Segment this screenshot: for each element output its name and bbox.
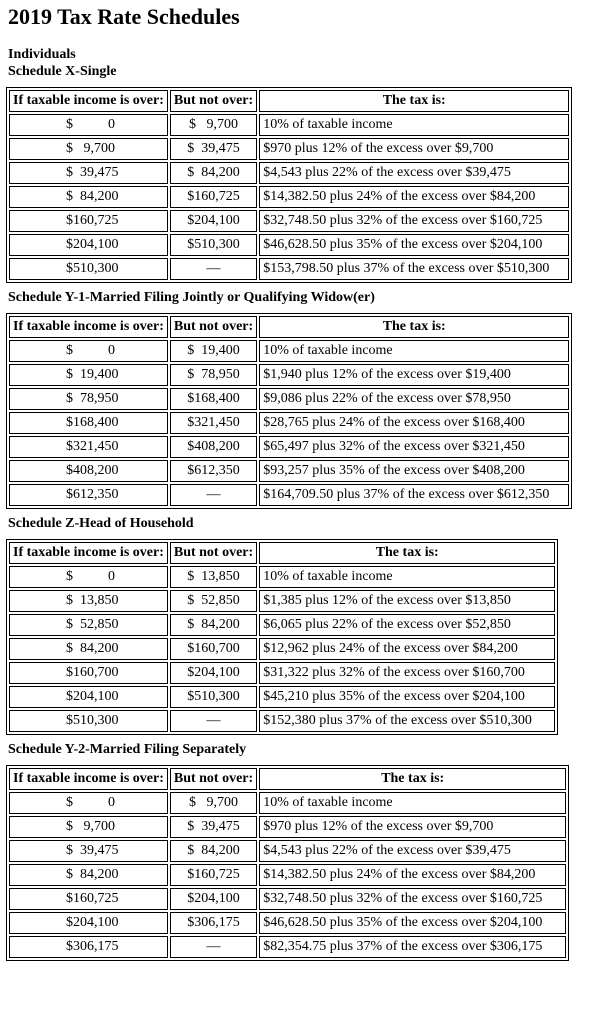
cell-tax: $152,380 plus 37% of the excess over $510,300: [259, 710, 555, 732]
header-tax: The tax is:: [259, 542, 555, 564]
table-row: [9, 340, 569, 362]
cell-not-over: $ 19,400: [170, 340, 257, 362]
cell-tax: 10% of taxable income: [259, 114, 569, 136]
cell-tax: $970 plus 12% of the excess over $9,700: [259, 138, 569, 160]
cell-over: $ 39,475: [9, 840, 168, 862]
cell-not-over: $ 84,200: [170, 162, 257, 184]
table-row: [9, 258, 569, 280]
table-header-row: [9, 768, 566, 790]
cell-over: $160,700: [9, 662, 168, 684]
cell-not-over: —: [170, 258, 257, 280]
cell-over: $ 0: [9, 340, 168, 362]
cell-not-over: $408,200: [170, 436, 257, 458]
schedule-title-y1: Schedule Y-1-Married Filing Jointly or Qualifying Widow(er): [8, 290, 375, 305]
cell-not-over: $ 9,700: [170, 114, 257, 136]
header-not-over: But not over:: [170, 768, 257, 790]
header-not-over: But not over:: [170, 542, 257, 564]
cell-tax: $93,257 plus 35% of the excess over $408,200: [259, 460, 569, 482]
cell-tax: $32,748.50 plus 32% of the excess over $160,725: [259, 210, 569, 232]
table-header-row: [9, 542, 555, 564]
cell-tax: $4,543 plus 22% of the excess over $39,475: [259, 162, 569, 184]
table-row: [9, 162, 569, 184]
cell-not-over: —: [170, 710, 257, 732]
cell-not-over: $204,100: [170, 210, 257, 232]
schedule-title-z: Schedule Z-Head of Household: [8, 516, 194, 531]
cell-tax: $28,765 plus 24% of the excess over $168,400: [259, 412, 569, 434]
cell-over: $ 0: [9, 566, 168, 588]
table-row: [9, 138, 569, 160]
table-row: [9, 210, 569, 232]
cell-not-over: $160,725: [170, 864, 257, 886]
cell-tax: $45,210 plus 35% of the excess over $204,100: [259, 686, 555, 708]
cell-over: $204,100: [9, 234, 168, 256]
table-row: [9, 364, 569, 386]
cell-tax: $164,709.50 plus 37% of the excess over $612,350: [259, 484, 569, 506]
table-row: [9, 638, 555, 660]
section-label-individuals: Individuals: [8, 47, 76, 62]
cell-tax: $1,940 plus 12% of the excess over $19,400: [259, 364, 569, 386]
table-row: [9, 460, 569, 482]
schedule-title-y2: Schedule Y-2-Married Filing Separately: [8, 742, 247, 757]
table-header-row: [9, 90, 569, 112]
cell-over: $160,725: [9, 888, 168, 910]
schedule-y1-table: [6, 313, 572, 509]
table-row: [9, 566, 555, 588]
cell-not-over: $ 39,475: [170, 138, 257, 160]
header-not-over: But not over:: [170, 316, 257, 338]
cell-not-over: $ 39,475: [170, 816, 257, 838]
table-row: [9, 888, 566, 910]
table-row: [9, 114, 569, 136]
table-row: [9, 436, 569, 458]
table-row: [9, 388, 569, 410]
header-not-over: But not over:: [170, 90, 257, 112]
cell-over: $ 0: [9, 792, 168, 814]
cell-over: $204,100: [9, 686, 168, 708]
table-row: [9, 186, 569, 208]
cell-tax: 10% of taxable income: [259, 566, 555, 588]
schedule-x-block: [8, 87, 605, 283]
cell-not-over: —: [170, 484, 257, 506]
cell-not-over: $160,725: [170, 186, 257, 208]
cell-tax: $46,628.50 plus 35% of the excess over $204,100: [259, 912, 566, 934]
header-over: If taxable income is over:: [9, 542, 168, 564]
cell-over: $408,200: [9, 460, 168, 482]
cell-over: $ 13,850: [9, 590, 168, 612]
table-row: [9, 614, 555, 636]
cell-not-over: $ 52,850: [170, 590, 257, 612]
schedule-z-table: [6, 539, 558, 735]
cell-over: $ 52,850: [9, 614, 168, 636]
cell-tax: $4,543 plus 22% of the excess over $39,475: [259, 840, 566, 862]
table-row: [9, 710, 555, 732]
header-tax: The tax is:: [259, 90, 569, 112]
table-row: [9, 412, 569, 434]
table-row: [9, 234, 569, 256]
cell-not-over: $321,450: [170, 412, 257, 434]
cell-tax: 10% of taxable income: [259, 340, 569, 362]
cell-tax: $82,354.75 plus 37% of the excess over $306,175: [259, 936, 566, 958]
page-title: 2019 Tax Rate Schedules: [8, 4, 240, 29]
cell-over: $ 19,400: [9, 364, 168, 386]
table-row: [9, 484, 569, 506]
cell-not-over: $204,100: [170, 662, 257, 684]
table-row: [9, 686, 555, 708]
cell-tax: $1,385 plus 12% of the excess over $13,850: [259, 590, 555, 612]
schedule-y2-block: [8, 765, 605, 961]
table-row: [9, 936, 566, 958]
cell-over: $612,350: [9, 484, 168, 506]
cell-tax: 10% of taxable income: [259, 792, 566, 814]
cell-over: $306,175: [9, 936, 168, 958]
cell-over: $321,450: [9, 436, 168, 458]
cell-over: $ 84,200: [9, 864, 168, 886]
cell-tax: $153,798.50 plus 37% of the excess over $510,300: [259, 258, 569, 280]
table-row: [9, 662, 555, 684]
cell-not-over: $612,350: [170, 460, 257, 482]
table-row: [9, 590, 555, 612]
cell-not-over: $160,700: [170, 638, 257, 660]
cell-over: $ 9,700: [9, 816, 168, 838]
cell-tax: $14,382.50 plus 24% of the excess over $84,200: [259, 864, 566, 886]
schedule-y1-block: [8, 313, 605, 509]
cell-tax: $65,497 plus 32% of the excess over $321,450: [259, 436, 569, 458]
cell-not-over: $204,100: [170, 888, 257, 910]
cell-not-over: $ 9,700: [170, 792, 257, 814]
cell-not-over: $510,300: [170, 686, 257, 708]
cell-over: $ 78,950: [9, 388, 168, 410]
cell-tax: $970 plus 12% of the excess over $9,700: [259, 816, 566, 838]
cell-tax: $6,065 plus 22% of the excess over $52,850: [259, 614, 555, 636]
cell-over: $204,100: [9, 912, 168, 934]
header-over: If taxable income is over:: [9, 90, 168, 112]
header-over: If taxable income is over:: [9, 768, 168, 790]
table-row: [9, 792, 566, 814]
cell-tax: $9,086 plus 22% of the excess over $78,950: [259, 388, 569, 410]
cell-over: $510,300: [9, 710, 168, 732]
cell-tax: $12,962 plus 24% of the excess over $84,200: [259, 638, 555, 660]
cell-over: $160,725: [9, 210, 168, 232]
schedule-title-x: Schedule X-Single: [8, 64, 117, 79]
table-row: [9, 840, 566, 862]
cell-not-over: $306,175: [170, 912, 257, 934]
cell-over: $510,300: [9, 258, 168, 280]
table-row: [9, 864, 566, 886]
cell-over: $168,400: [9, 412, 168, 434]
cell-tax: $32,748.50 plus 32% of the excess over $160,725: [259, 888, 566, 910]
cell-over: $ 0: [9, 114, 168, 136]
header-tax: The tax is:: [259, 316, 569, 338]
schedule-y2-table: [6, 765, 569, 961]
schedule-z-block: [8, 539, 605, 735]
cell-over: $ 84,200: [9, 638, 168, 660]
cell-not-over: $ 13,850: [170, 566, 257, 588]
cell-tax: $46,628.50 plus 35% of the excess over $204,100: [259, 234, 569, 256]
document-page: [0, 4, 605, 961]
table-row: [9, 912, 566, 934]
schedule-x-table: [6, 87, 572, 283]
cell-not-over: $510,300: [170, 234, 257, 256]
cell-over: $ 39,475: [9, 162, 168, 184]
cell-tax: $31,322 plus 32% of the excess over $160,700: [259, 662, 555, 684]
cell-over: $ 84,200: [9, 186, 168, 208]
cell-tax: $14,382.50 plus 24% of the excess over $84,200: [259, 186, 569, 208]
table-header-row: [9, 316, 569, 338]
cell-over: $ 9,700: [9, 138, 168, 160]
cell-not-over: $ 78,950: [170, 364, 257, 386]
table-row: [9, 816, 566, 838]
header-tax: The tax is:: [259, 768, 566, 790]
cell-not-over: $ 84,200: [170, 614, 257, 636]
cell-not-over: —: [170, 936, 257, 958]
header-over: If taxable income is over:: [9, 316, 168, 338]
cell-not-over: $ 84,200: [170, 840, 257, 862]
cell-not-over: $168,400: [170, 388, 257, 410]
